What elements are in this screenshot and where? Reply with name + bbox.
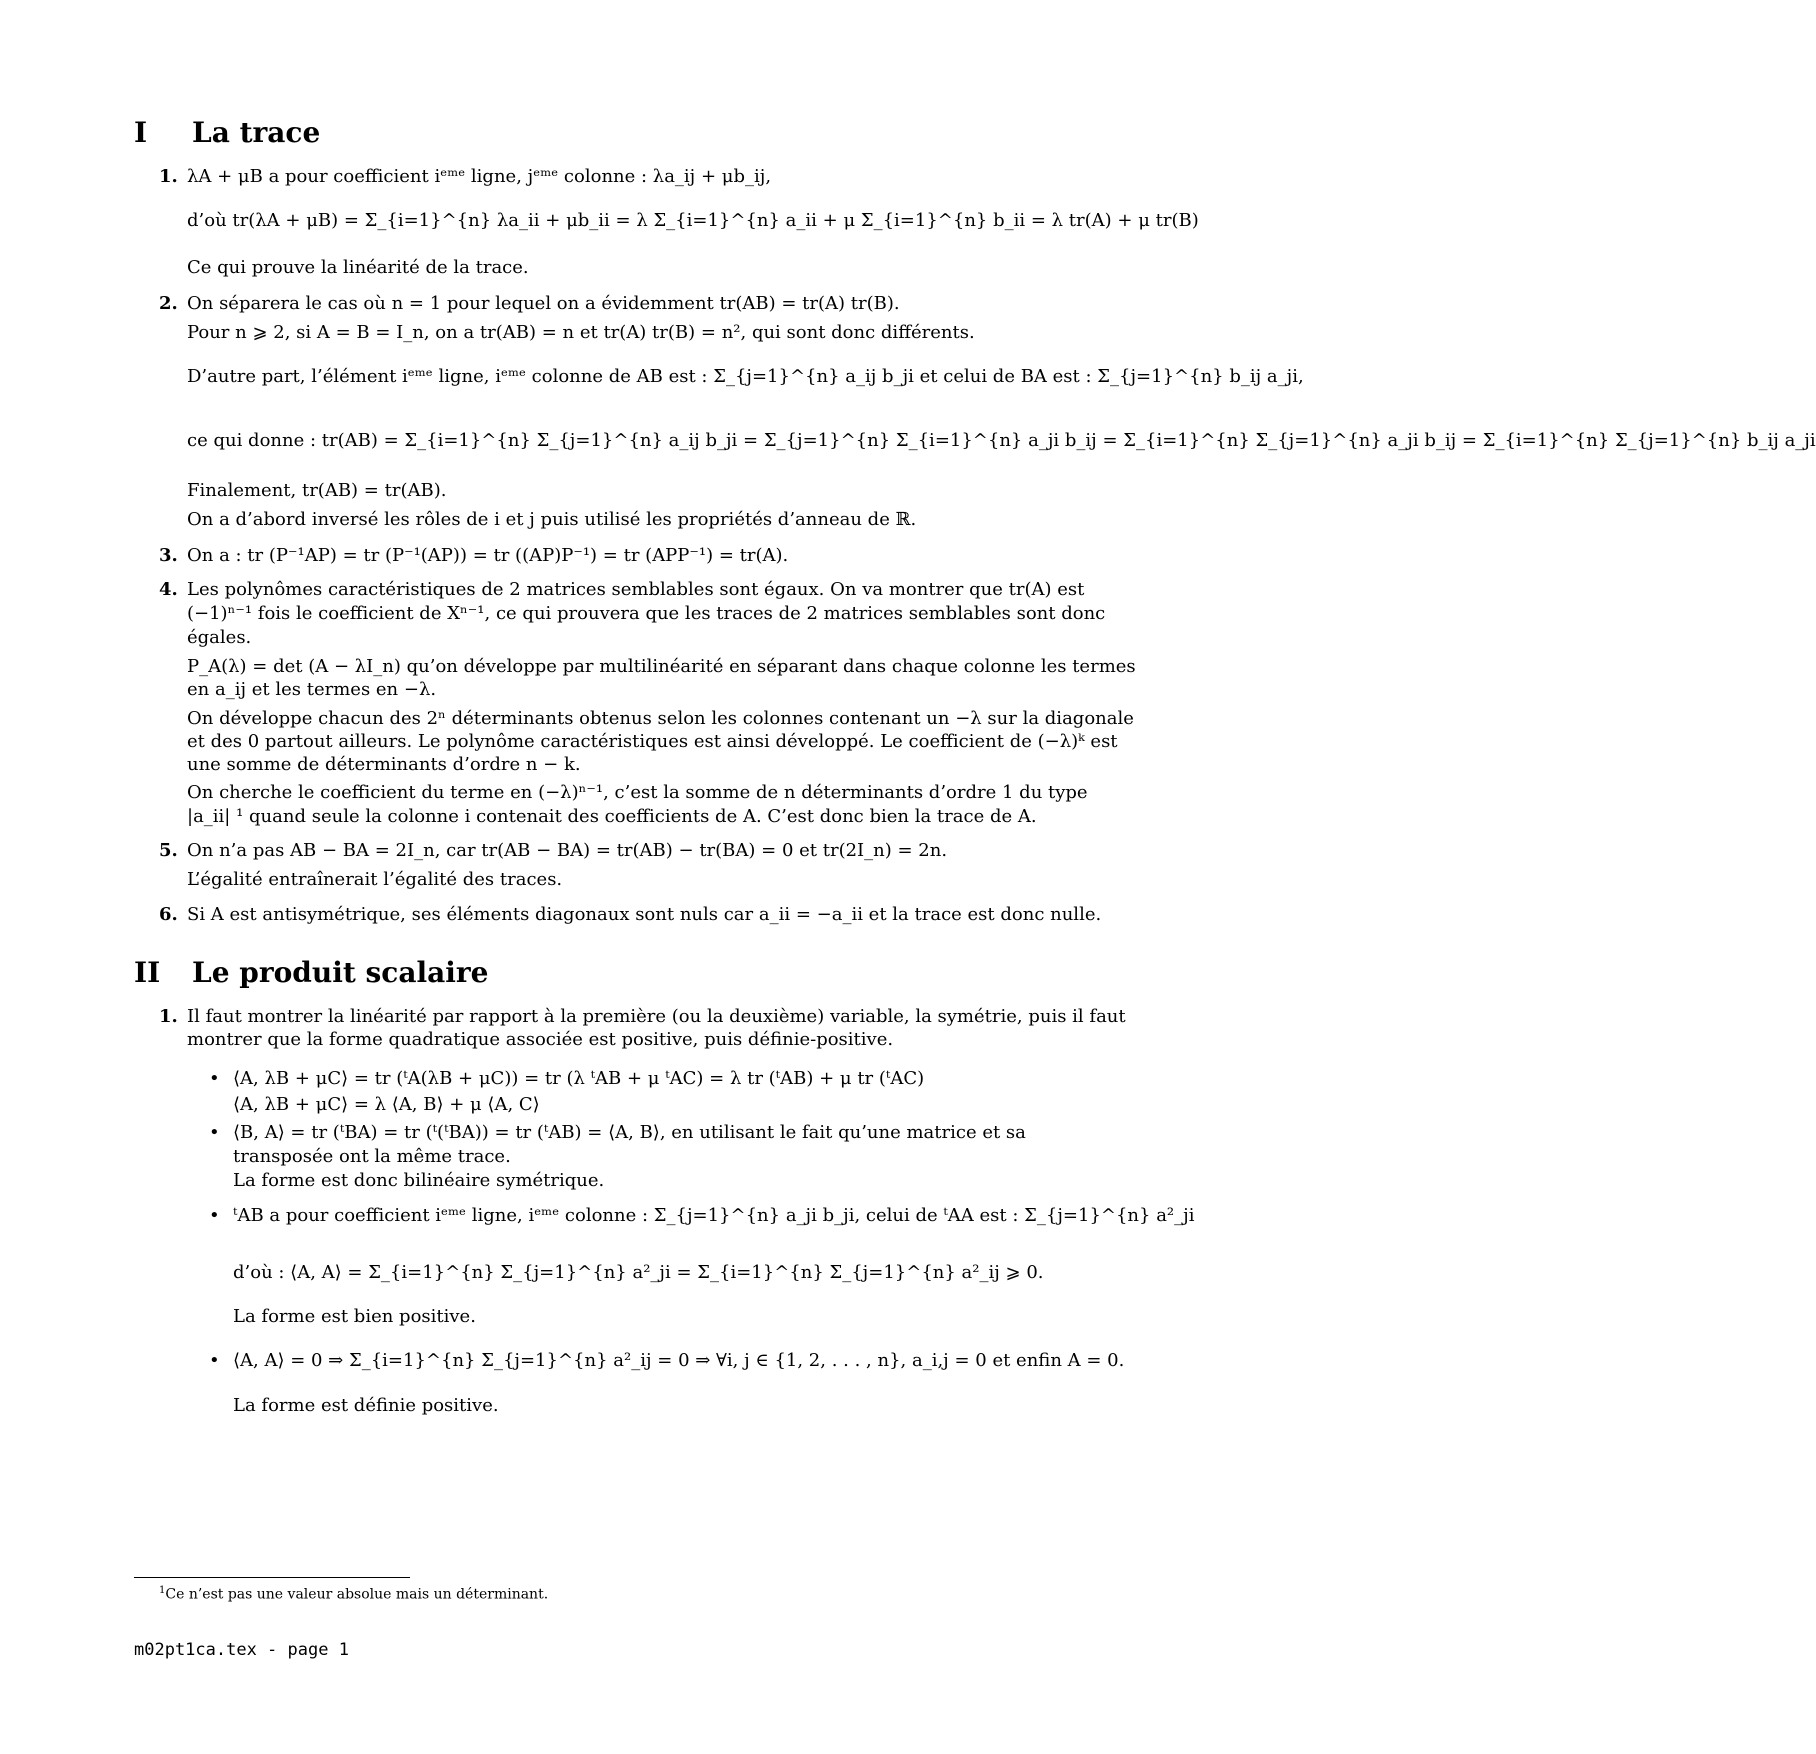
text-line: La forme est donc bilinéaire symétrique.: [233, 1170, 605, 1191]
page-footer: m02pt1ca.tex - page 1: [134, 1640, 349, 1660]
footnote-rule: [134, 1577, 410, 1578]
section-heading-1: [134, 116, 320, 149]
text-line: Les polynômes caractéristiques de 2 matrices semblables sont égaux. On va montrer que tr(A) est: [187, 579, 1085, 600]
bullet: •: [209, 1350, 220, 1371]
text-line: On n’a pas AB − BA = 2I_n, car tr(AB − BA) = tr(AB) − tr(BA) = 0 et tr(2I_n) = 2n.: [187, 840, 948, 861]
item-number: 5.: [159, 840, 178, 861]
text-line: La forme est bien positive.: [233, 1306, 476, 1327]
footnote-mark: 1: [159, 1585, 166, 1596]
text-line: On séparera le cas où n = 1 pour lequel on a évidemment tr(AB) = tr(A) tr(B).: [187, 293, 900, 314]
item-number: 3.: [159, 545, 178, 566]
bullet: •: [209, 1205, 220, 1226]
bullet: •: [209, 1122, 220, 1143]
formula-line: d’où : ⟨A, A⟩ = Σ_{i=1}^{n} Σ_{j=1}^{n} a²_ji = Σ_{i=1}^{n} Σ_{j=1}^{n} a²_ij ⩾ 0.: [233, 1262, 1044, 1283]
formula-line: On a : tr (P⁻¹AP) = tr (P⁻¹(AP)) = tr ((AP)P⁻¹) = tr (APP⁻¹) = tr(A).: [187, 545, 789, 566]
text-line: une somme de déterminants d’ordre n − k.: [187, 754, 581, 775]
text-line: λA + μB a pour coefficient iᵉᵐᵉ ligne, jᵉᵐᵉ colonne : λa_ij + μb_ij,: [187, 166, 772, 187]
formula-line: ᵗAB a pour coefficient iᵉᵐᵉ ligne, iᵉᵐᵉ colonne : Σ_{j=1}^{n} a_ji b_ji, celui de ᵗAA est : Σ_{j=1}^{n} a²_ji: [233, 1205, 1195, 1226]
footnote: [159, 1585, 548, 1603]
text-line: |a_ii| ¹ quand seule la colonne i contenait des coefficients de A. C’est donc bien la trace de A.: [187, 806, 1037, 827]
text-line: Finalement, tr(AB) = tr(AB).: [187, 480, 447, 501]
formula-line: ⟨A, A⟩ = 0 ⇒ Σ_{i=1}^{n} Σ_{j=1}^{n} a²_ij = 0 ⇒ ∀i, j ∈ {1, 2, . . . , n}, a_i,j = 0 et enfin A = 0.: [233, 1350, 1125, 1371]
section-number: I: [134, 116, 148, 149]
section-number: II: [134, 956, 161, 989]
text-line: en a_ij et les termes en −λ.: [187, 679, 437, 700]
item-number: 1.: [159, 166, 178, 187]
section-heading-2: [134, 956, 488, 989]
item-number: 4.: [159, 579, 178, 600]
text-line: Si A est antisymétrique, ses éléments diagonaux sont nuls car a_ii = −a_ii et la trace est donc nulle.: [187, 904, 1102, 925]
footnote-text: Ce n’est pas une valeur absolue mais un déterminant.: [165, 1586, 549, 1603]
text-line: Pour n ⩾ 2, si A = B = I_n, on a tr(AB) = n et tr(A) tr(B) = n², qui sont donc différents.: [187, 322, 975, 343]
item-number: 6.: [159, 904, 178, 925]
text-line: transposée ont la même trace.: [233, 1146, 511, 1167]
formula-line: ⟨B, A⟩ = tr (ᵗBA) = tr (ᵗ(ᵗBA)) = tr (ᵗAB) = ⟨A, B⟩, en utilisant le fait qu’une matrice et sa: [233, 1122, 1026, 1143]
text-line: Ce qui prouve la linéarité de la trace.: [187, 257, 529, 278]
text-line: P_A(λ) = det (A − λI_n) qu’on développe par multilinéarité en séparant dans chaque colonne les termes: [187, 656, 1136, 677]
text-line: montrer que la forme quadratique associée est positive, puis définie-positive.: [187, 1029, 894, 1050]
formula-line: ce qui donne : tr(AB) = Σ_{i=1}^{n} Σ_{j=1}^{n} a_ij b_ji = Σ_{j=1}^{n} Σ_{i=1}^{n} a_ji b_ij = Σ_{i=1}^{n} Σ_{j=1}^{n} a_ji b_ij = Σ_{i=1}^{n} Σ_{j=1}^{n} b_ij a_ji: [187, 430, 1816, 451]
text-line: L’égalité entraînerait l’égalité des traces.: [187, 869, 563, 890]
text-line: Il faut montrer la linéarité par rapport à la première (ou la deuxième) variable, la symétrie, puis il faut: [187, 1006, 1126, 1027]
text-line: On cherche le coefficient du terme en (−λ)ⁿ⁻¹, c’est la somme de n déterminants d’ordre 1 du type: [187, 782, 1088, 803]
item-number: 2.: [159, 293, 178, 314]
text-line: et des 0 partout ailleurs. Le polynôme caractéristiques est ainsi développé. Le coefficient de (−λ)ᵏ est: [187, 731, 1118, 752]
text-line: On développe chacun des 2ⁿ déterminants obtenus selon les colonnes contenant un −λ sur la diagonale: [187, 708, 1134, 729]
formula-line: ⟨A, λB + μC⟩ = tr (ᵗA(λB + μC)) = tr (λ ᵗAB + μ ᵗAC) = λ tr (ᵗAB) + μ tr (ᵗAC): [233, 1068, 925, 1089]
text-line: égales.: [187, 627, 252, 648]
section-title: Le produit scalaire: [192, 956, 489, 989]
formula-line: ⟨A, λB + μC⟩ = λ ⟨A, B⟩ + μ ⟨A, C⟩: [233, 1094, 540, 1115]
section-title: La trace: [192, 116, 321, 149]
text-line: La forme est définie positive.: [233, 1395, 499, 1416]
text-line: (−1)ⁿ⁻¹ fois le coefficient de Xⁿ⁻¹, ce qui prouvera que les traces de 2 matrices semblables sont donc: [187, 603, 1106, 624]
bullet: •: [209, 1068, 220, 1089]
text-line: On a d’abord inversé les rôles de i et j puis utilisé les propriétés d’anneau de ℝ.: [187, 509, 917, 530]
formula-line: D’autre part, l’élément iᵉᵐᵉ ligne, iᵉᵐᵉ colonne de AB est : Σ_{j=1}^{n} a_ij b_ji et celui de BA est : Σ_{j=1}^{n} b_ij a_ji,: [187, 366, 1304, 387]
item-number: 1.: [159, 1006, 178, 1027]
formula-line: d’où tr(λA + μB) = Σ_{i=1}^{n} λa_ii + μb_ii = λ Σ_{i=1}^{n} a_ii + μ Σ_{i=1}^{n} b_ii = λ tr(A) + μ tr(B): [187, 210, 1199, 231]
